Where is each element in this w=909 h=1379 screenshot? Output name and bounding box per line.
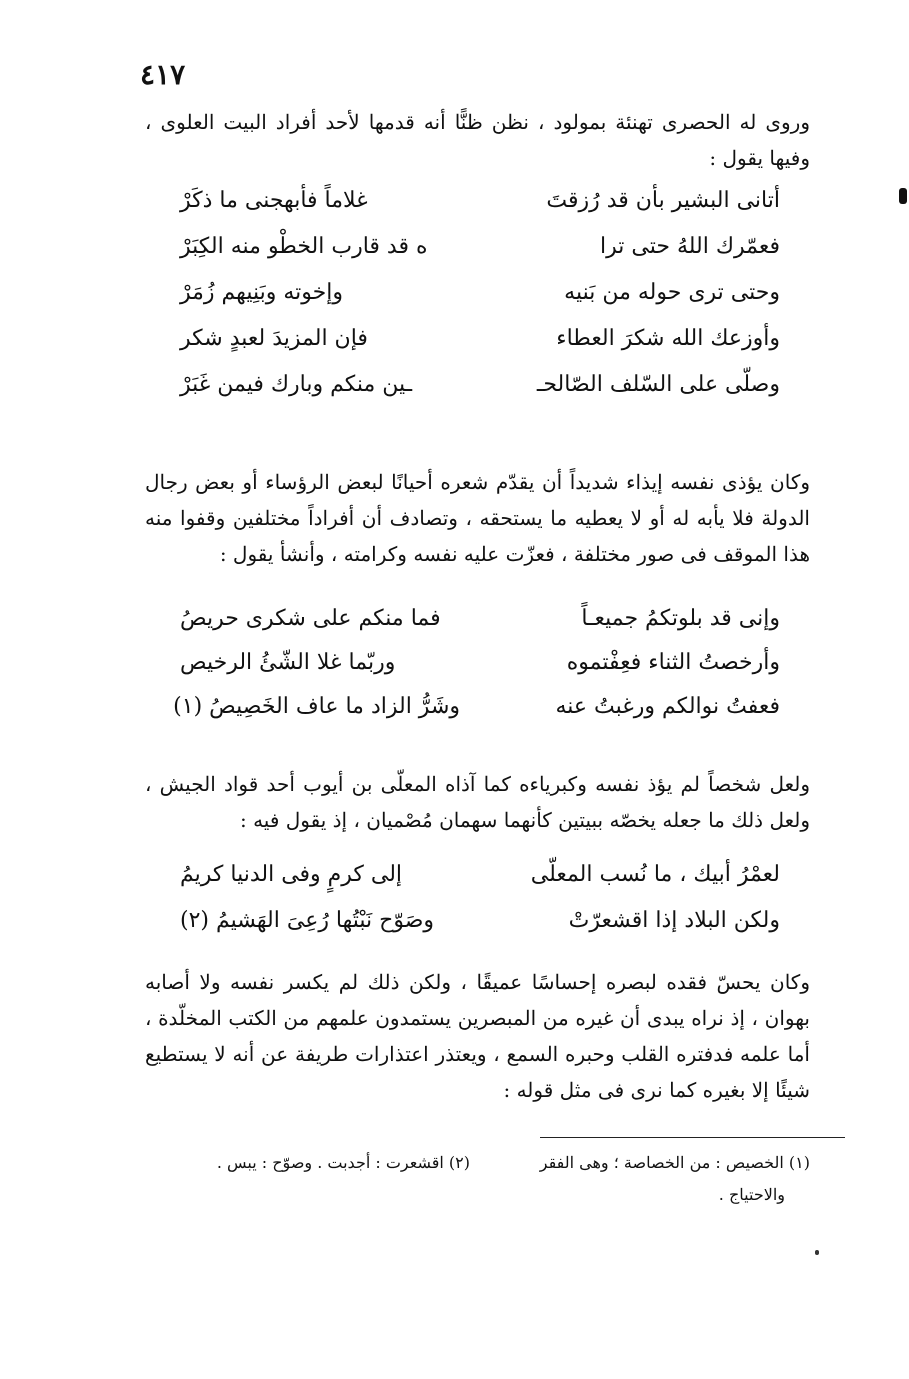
page-number: ٤١٧ [140,58,186,91]
verse-first-hemistich: أتانى البشير بأن قد رُزقتَ [546,188,780,213]
verse [180,280,780,326]
verse-second-hemistich: وربّما غلا الشّئُ الرخيص [180,650,396,675]
verse-second-hemistich: غلاماً فأبهجنى ما ذكَرْ [180,188,368,213]
verse-first-hemistich: فعمّرك اللهُ حتى ترا [600,234,780,259]
poem-satire [180,862,780,954]
verse-second-hemistich: فإن المزيدَ لعبدٍ شكر [180,326,368,351]
verse-second-hemistich: ه قد قارب الخطْو منه الكِبَرْ [180,234,428,259]
verse [180,862,780,908]
verse [180,908,780,954]
verse-first-hemistich: وإنى قد بلوتكمُ جميعـاً [581,606,780,631]
footnote-1-continued: والاحتياج . [718,1185,785,1204]
paragraph-intro-3: ولعل شخصاً لم يؤذ نفسه وكبرياءه كما آذاه المعلّى بن أيوب أحد قواد الجيش ، ولعل ذلك ما جعله يخصّه ببيتين كأنهما سهمان مُصْميان ، إذ يقول فيه : [145,772,810,832]
footnote-1: (١) الخصيص : من الخصاصة ؛ وهى الفقر [539,1153,810,1172]
paragraph-intro-2: وكان يؤذى نفسه إيذاء شديداً أن يقدّم شعره أحيانًا لبعض الرؤساء أو بعض رجال الدولة فلا يأبه له أو لا يعطيه ما يستحقه ، وتصادف أن أفراداً مختلفين وقفوا منه هذا الموقف فى صور مختلفة ، فعزّت عليه نفسه وكرامته ، وأنشأ يقول : [145,470,810,566]
verse [180,606,780,650]
verse [180,372,780,418]
verse-second-hemistich: إلى كرمٍ وفى الدنيا كريمُ [180,862,403,887]
poem-complaint [173,606,780,738]
verse-first-hemistich: وأرخصتُ الثناء فعِفْتموه [566,650,780,675]
footnote-rule [540,1137,845,1138]
verse [180,650,780,694]
paragraph-intro-1: وروى له الحصرى تهنئة بمولود ، نظن ظنًّا أنه قدمها لأحد أفراد البيت العلوى ، وفيها يقول : [145,110,810,170]
verse-second-hemistich: وإخوته وبَنِيهم زُمَرْ [180,280,343,305]
ink-speck [815,1250,819,1255]
verse [180,188,780,234]
verse [180,234,780,280]
verse-first-hemistich: لعمْرُ أبيك ، ما نُسب المعلّى [530,862,780,887]
verse [180,326,780,372]
poem-congratulation [180,188,780,418]
verse-first-hemistich: فعفتُ نوالكم ورغبتُ عنه [555,694,780,719]
verse [173,694,780,738]
verse-second-hemistich: وصَوّح نَبْتُها رُعِىَ الهَشيمُ (٢) [180,908,435,933]
verse-second-hemistich: وشَرُّ الزاد ما عاف الخَصِيصُ (١) [173,694,460,719]
verse-first-hemistich: وحتى ترى حوله من بَنيه [564,280,780,305]
verse-second-hemistich: فما منكم على شكرى حريصُ [180,606,441,631]
verse-first-hemistich: وأوزعك الله شكرَ العطاء [556,326,780,351]
verse-first-hemistich: ولكن البلاد إذا اقشعرّتْ [568,908,780,933]
verse-first-hemistich: وصلّى على السّلف الصّالحـ [536,372,780,397]
paragraph-intro-4: وكان يحسّ فقده لبصره إحساسًا عميقًا ، ولكن ذلك لم يكسر نفسه ولا أصابه بهوان ، إذ نراه يبدى أن غيره من المبصرين يستمدون علمهم من الكتب المخلّدة ، أما علمه فدفتره القلب وحبره السمع ، ويعتذر اعتذارات طريفة عن أنه لا يستطيع شيئًا إلا بغيره كما نرى فى مثل قوله : [145,970,810,1102]
footnote-2: (٢) اقشعرت : أجدبت . وصوّح : يبس . [216,1153,470,1172]
verse-second-hemistich: ـين منكم وبارك فيمن غَبَرْ [180,372,413,397]
margin-mark [899,188,907,204]
